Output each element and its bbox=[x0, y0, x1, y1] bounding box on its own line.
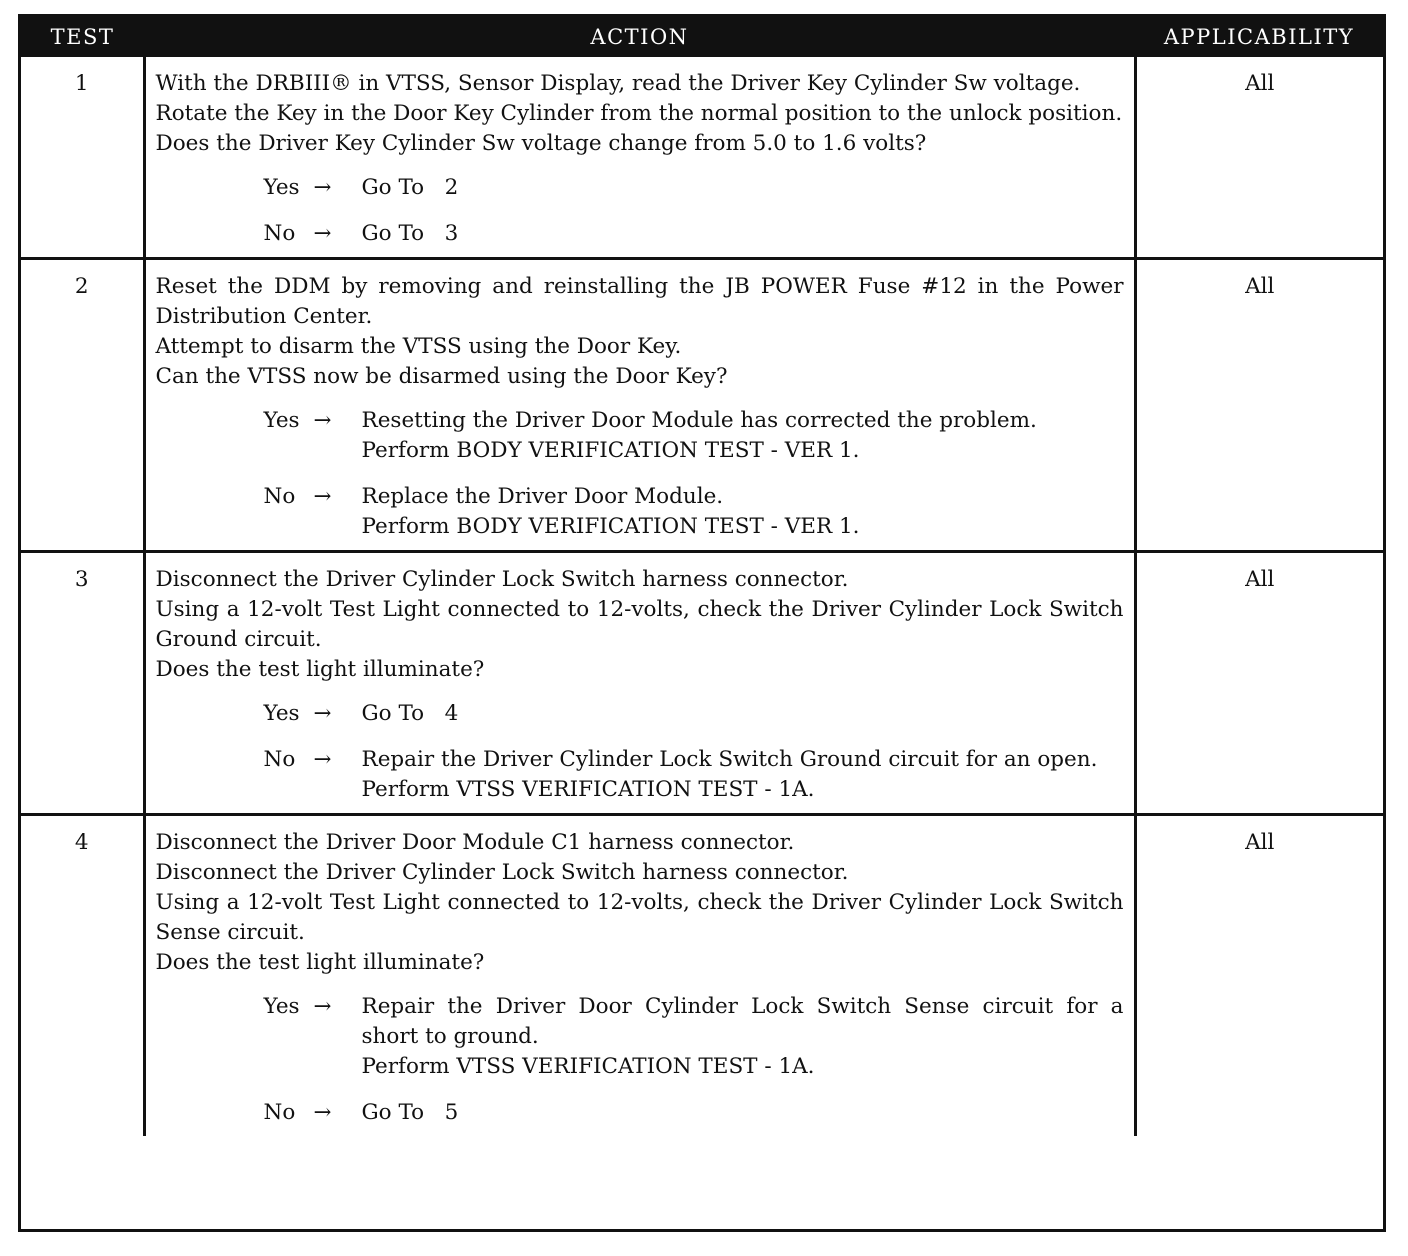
action-step: Disconnect the Driver Cylinder Lock Switch harness connector. bbox=[155, 860, 849, 885]
outcome-instruction bbox=[362, 219, 1124, 249]
outcome-instruction bbox=[362, 173, 1124, 203]
action-step: With the DRBIII® in VTSS, Sensor Display, read the Driver Key Cylinder Sw voltage. bbox=[155, 71, 1081, 96]
outcome-line: Perform BODY VERIFICATION TEST - VER 1. bbox=[361, 514, 860, 539]
test-number: 3 bbox=[21, 552, 144, 815]
arrow-right-icon: → bbox=[313, 747, 332, 772]
outcome-line: Go To 2 bbox=[361, 175, 459, 200]
outcome-yes bbox=[264, 406, 1124, 466]
action-cell bbox=[144, 552, 1135, 815]
outcome-line: Perform VTSS VERIFICATION TEST - 1A. bbox=[361, 777, 815, 802]
outcome-line: Go To 4 bbox=[361, 701, 459, 726]
arrow-right-icon: → bbox=[313, 408, 332, 433]
test-rows bbox=[21, 57, 1383, 1136]
outcome-line: Perform BODY VERIFICATION TEST - VER 1. bbox=[361, 438, 860, 463]
outcome-answer: No bbox=[263, 484, 296, 509]
outcome-instruction bbox=[362, 482, 1124, 542]
header-applicability: APPLICABILITY bbox=[1135, 17, 1383, 57]
outcome-answer: Yes bbox=[263, 408, 300, 433]
applicability: All bbox=[1135, 259, 1383, 552]
outcome-no bbox=[264, 1098, 1124, 1128]
table-row bbox=[21, 552, 1383, 815]
outcome-no bbox=[264, 745, 1124, 805]
action-step: Using a 12-volt Test Light connected to 12-volts, check the Driver Cylinder Lock Switch Ground circuit. bbox=[155, 597, 1124, 652]
outcome-yes bbox=[263, 992, 1131, 1082]
action-step: Does the test light illuminate? bbox=[155, 950, 485, 975]
outcome-yes bbox=[264, 699, 1124, 729]
header-action: ACTION bbox=[144, 17, 1135, 57]
outcomes bbox=[156, 699, 1124, 805]
outcome-answer: No bbox=[263, 1100, 296, 1125]
applicability: All bbox=[1135, 815, 1383, 1137]
arrow-right-icon: → bbox=[313, 484, 332, 509]
action-step: Reset the DDM by removing and reinstalling the JB POWER Fuse #12 in the Power Distribution Center. bbox=[155, 274, 1124, 329]
header-test: TEST bbox=[21, 17, 144, 57]
outcome-no bbox=[264, 219, 1124, 249]
outcome-instruction bbox=[362, 745, 1124, 805]
applicability: All bbox=[1135, 57, 1383, 259]
action-step: Rotate the Key in the Door Key Cylinder from the normal position to the unlock position. bbox=[155, 101, 1123, 126]
outcome-line: Perform VTSS VERIFICATION TEST - 1A. bbox=[361, 1054, 815, 1079]
header-row bbox=[21, 17, 1383, 57]
action-step: Disconnect the Driver Cylinder Lock Switch harness connector. bbox=[155, 567, 849, 592]
arrow-right-icon: → bbox=[313, 221, 332, 246]
test-table bbox=[21, 17, 1383, 1136]
table-row bbox=[21, 259, 1383, 552]
action-step: Using a 12-volt Test Light connected to 12-volts, check the Driver Cylinder Lock Switch Sense circuit. bbox=[155, 890, 1124, 945]
outcomes bbox=[156, 173, 1124, 249]
outcome-instruction bbox=[362, 1098, 1124, 1128]
outcome-instruction bbox=[362, 699, 1124, 729]
outcome-line: Repair the Driver Door Cylinder Lock Switch Sense circuit for a short to ground. bbox=[361, 994, 1131, 1049]
test-number: 4 bbox=[21, 815, 144, 1137]
arrow-right-icon: → bbox=[313, 701, 332, 726]
action-step: Does the Driver Key Cylinder Sw voltage change from 5.0 to 1.6 volts? bbox=[155, 131, 927, 156]
action-cell bbox=[144, 259, 1135, 552]
outcomes bbox=[156, 992, 1131, 1128]
outcomes bbox=[156, 406, 1124, 542]
outcome-instruction bbox=[362, 406, 1124, 466]
outcome-answer: No bbox=[263, 747, 296, 772]
outcome-answer: Yes bbox=[263, 175, 300, 200]
action-step: Disconnect the Driver Door Module C1 harness connector. bbox=[155, 830, 795, 855]
outcome-line: Go To 5 bbox=[361, 1100, 459, 1125]
outcome-line: Replace the Driver Door Module. bbox=[361, 484, 724, 509]
arrow-right-icon: → bbox=[313, 175, 332, 200]
test-number: 1 bbox=[21, 57, 144, 259]
arrow-right-icon: → bbox=[313, 1100, 332, 1125]
outcome-yes bbox=[264, 173, 1124, 203]
action-step: Attempt to disarm the VTSS using the Door Key. bbox=[155, 334, 682, 359]
outcome-line: Go To 3 bbox=[361, 221, 459, 246]
action-step: Does the test light illuminate? bbox=[155, 657, 485, 682]
test-number: 2 bbox=[21, 259, 144, 552]
table-row bbox=[21, 815, 1383, 1137]
action-cell bbox=[144, 815, 1135, 1137]
outcome-line: Resetting the Driver Door Module has corrected the problem. bbox=[361, 408, 1037, 433]
outcome-answer: Yes bbox=[263, 701, 300, 726]
table-row bbox=[21, 57, 1383, 259]
diagnostic-test-table bbox=[18, 14, 1386, 1232]
outcome-line: Repair the Driver Cylinder Lock Switch Ground circuit for an open. bbox=[361, 747, 1098, 772]
applicability: All bbox=[1135, 552, 1383, 815]
action-cell bbox=[144, 57, 1135, 259]
outcome-no bbox=[264, 482, 1124, 542]
action-step: Can the VTSS now be disarmed using the Door Key? bbox=[155, 364, 728, 389]
arrow-right-icon: → bbox=[313, 994, 332, 1019]
outcome-answer: Yes bbox=[263, 994, 300, 1019]
outcome-answer: No bbox=[263, 221, 296, 246]
outcome-instruction bbox=[361, 992, 1131, 1082]
